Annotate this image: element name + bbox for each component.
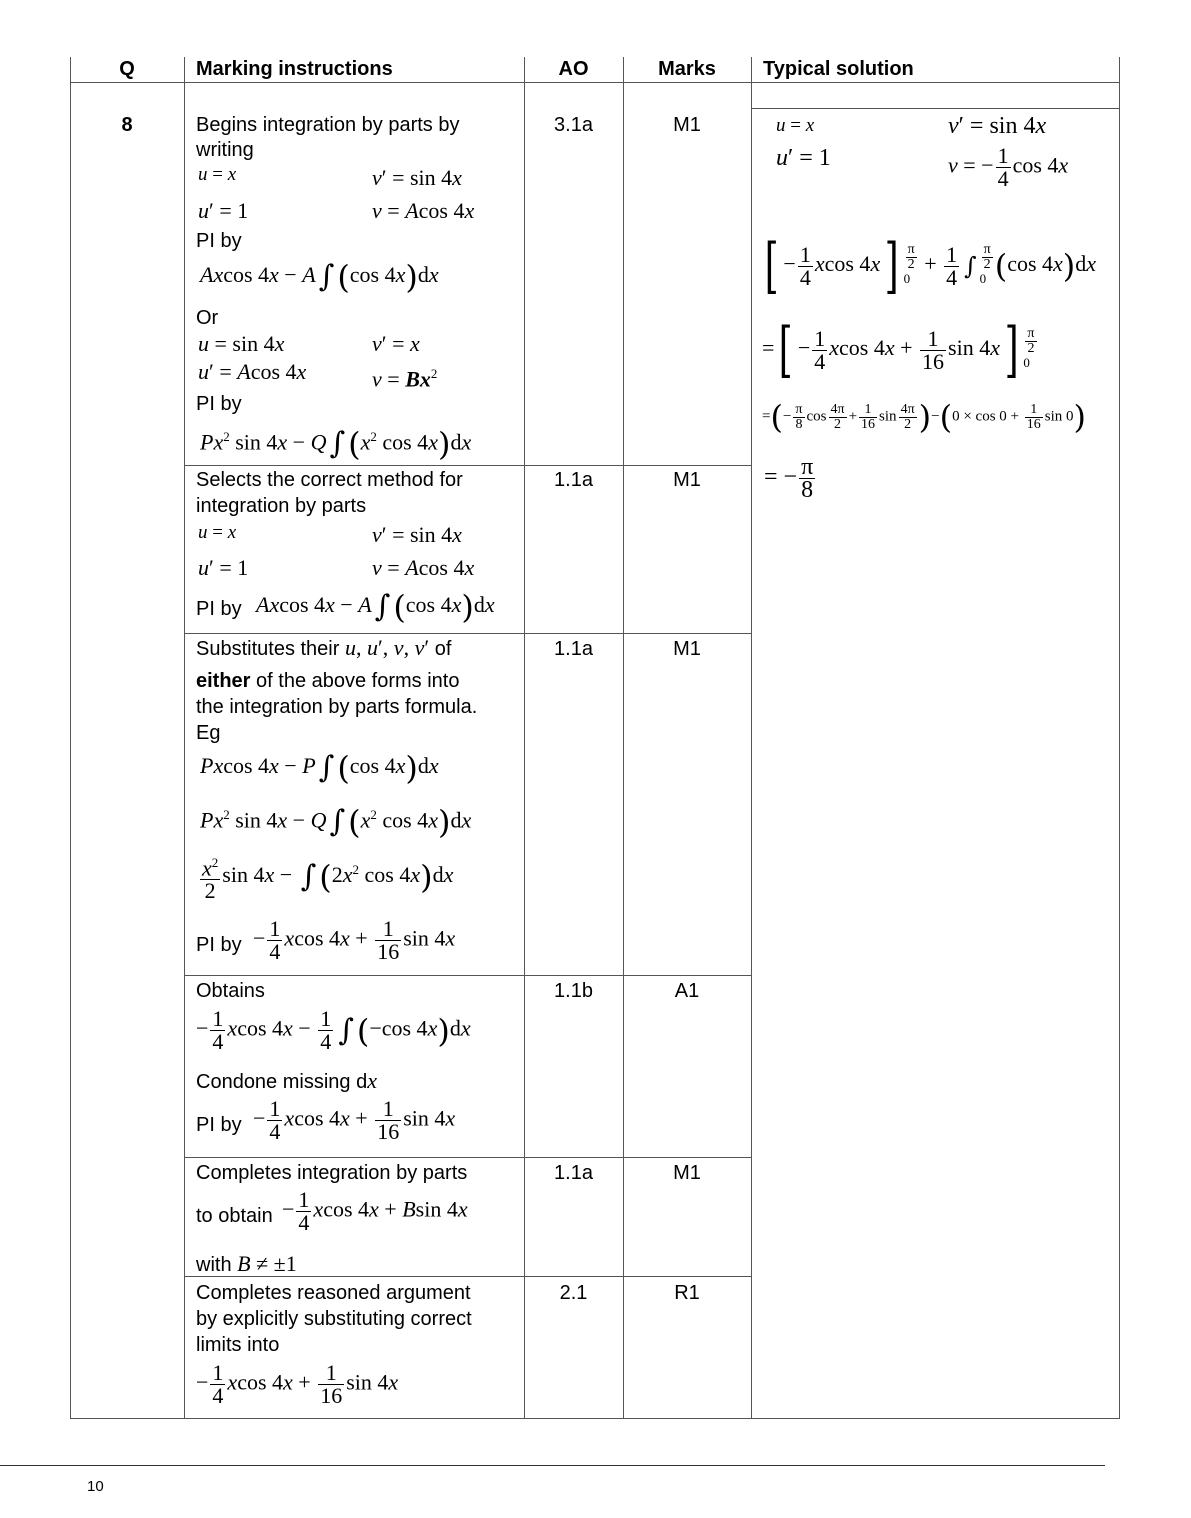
row3-mark: M1 — [673, 638, 701, 660]
row1-math-uprime-alt: u′ = Acos 4x — [198, 359, 307, 384]
row5-math-expression: − $\frac{1}{4}$ xcos 4x + Bsin 4x — [282, 1187, 468, 1235]
row3-text-above-forms: of the above forms into — [250, 670, 460, 692]
solution-spacer-line — [751, 108, 1120, 109]
row3-text-line1 — [196, 636, 451, 662]
row5-text-with — [196, 1252, 297, 1278]
row-divider — [184, 975, 752, 976]
row2-mark: M1 — [673, 469, 701, 491]
row1-mark: M1 — [673, 114, 701, 136]
row6-text-line3: limits into — [196, 1334, 280, 1356]
column-divider-marks — [751, 57, 752, 1419]
row2-math-uprime: u′ = 1 — [198, 555, 249, 580]
table-bottom-line — [70, 1418, 1120, 1419]
row1-math-uprime: u′ = 1 — [198, 198, 249, 223]
row4-mark: A1 — [674, 980, 700, 1002]
row-divider — [184, 633, 752, 634]
header-q: Q — [119, 58, 135, 80]
row2-math-pi-expression: Axcos 4x − A ∫(cos 4x)dx — [256, 588, 495, 626]
row4-pi-label: PI by — [196, 1114, 242, 1136]
row4-math-obtained-expression: − $\frac{1}{4}$ xcos 4x − $\frac{1}{4}$ ∫(−cos 4x)dx — [196, 1006, 471, 1054]
column-divider-instructions — [524, 57, 525, 1419]
row4-math-x: x — [367, 1068, 377, 1093]
row1-text-line1: Begins integration by parts by — [196, 114, 460, 136]
row5-ao: 1.1a — [554, 1162, 593, 1184]
solution-math-final-answer: = − $\frac{\pi}{8}$ — [764, 454, 814, 503]
row1-math-u: u = x — [198, 164, 237, 185]
row6-text-line1: Completes reasoned argument — [196, 1282, 471, 1304]
row1-math-vprime: v′ = sin 4x — [372, 165, 462, 190]
table-border-left — [70, 57, 71, 1419]
question-number: 8 — [121, 114, 133, 136]
row5-math-condition: B ≠ ±1 — [237, 1251, 297, 1276]
row3-text-either: either — [196, 670, 251, 692]
solution-math-step2: =[ − $\frac{1}{4}$ xcos 4x + $\frac{1}{16}$ sin 4x] π 2 0 — [762, 315, 1035, 385]
row1-text-line2: writing — [196, 139, 254, 161]
row-divider — [184, 465, 752, 466]
row4-text-obtains: Obtains — [196, 980, 265, 1002]
row1-pi-label: PI by — [196, 230, 242, 252]
row6-mark: R1 — [674, 1282, 700, 1304]
header-typical-solution: Typical solution — [763, 58, 914, 80]
row3-math-example-3: $\frac{x^2}{2}$ $\sin 4x - \int(2x^2$ cos 4x)dx — [198, 852, 453, 902]
row1-math-u-alt: u = sin 4x — [198, 331, 285, 356]
row3-math-pi-expression: − $\frac{1}{4}$ xcos 4x + $\frac{1}{16}$ sin 4x — [253, 916, 456, 964]
row6-text-line2: by explicitly substituting correct — [196, 1308, 472, 1330]
solution-math-u: u = x — [776, 115, 815, 136]
solution-math-step3: =(− $\frac{\pi}{8}$ cos $\frac{4\pi}{2}$ + $\frac{1}{16}$ sin $\frac{4\pi}{2}$ )−(0 × cos 0 + $\frac{1}{16}$ sin 0) — [762, 398, 1086, 436]
row2-text-line2: integration by parts — [196, 495, 367, 517]
row3-math-example-1: Pxcos 4x − P ∫(cos 4x)dx — [200, 749, 439, 787]
table-border-right — [1119, 57, 1120, 1419]
row2-text-line1: Selects the correct method for — [196, 469, 463, 491]
row3-text-eg: Eg — [196, 722, 221, 744]
column-divider-q — [184, 57, 185, 1419]
row5-text-line1: Completes integration by parts — [196, 1162, 468, 1184]
row4-math-pi-expression: − $\frac{1}{4}$ xcos 4x + $\frac{1}{16}$ sin 4x — [253, 1096, 456, 1144]
row3-text-substitutes: Substitutes their — [196, 638, 340, 660]
row5-mark: M1 — [673, 1162, 701, 1184]
row1-ao: 3.1a — [554, 114, 593, 136]
row-divider — [184, 1157, 752, 1158]
row1-math-v: v = Acos 4x — [372, 198, 475, 223]
header-bottom-line — [70, 82, 1120, 83]
row3-text-line2 — [196, 668, 459, 694]
solution-math-uprime: u′ = 1 — [776, 145, 831, 171]
column-divider-ao — [623, 57, 624, 1419]
row5-text-with-label: with — [196, 1254, 232, 1276]
row1-math-pi-expression-2: Px$^2$ sin 4x − Q $\int(x^2$ cos 4x)dx — [200, 425, 472, 464]
row2-ao: 1.1a — [554, 469, 593, 491]
row2-math-u: u = x — [198, 522, 237, 543]
row3-math-example-2: Px$^2$ sin 4x − Q $\int(x^2$ cos 4x)dx — [200, 803, 472, 842]
header-marks: Marks — [658, 58, 716, 80]
row4-text-condone-label: Condone missing d — [196, 1071, 368, 1093]
row3-math-variables: u, u′, v, v′ — [344, 635, 430, 660]
row3-text-line3: the integration by parts formula. — [196, 696, 478, 718]
row5-text-to-obtain: to obtain — [196, 1205, 273, 1227]
solution-math-vprime: v′ = sin 4x — [948, 113, 1047, 139]
row1-pi-label-2: PI by — [196, 393, 242, 415]
row6-math-expression: − $\frac{1}{4}$ xcos 4x + $\frac{1}{16}$ sin 4x — [196, 1360, 399, 1408]
row4-text-condone — [196, 1069, 377, 1095]
row3-text-of: of — [434, 638, 452, 660]
footer-rule — [0, 1465, 1105, 1466]
solution-math-v: v = − $\frac{1}{4}$ cos 4x — [948, 143, 1069, 191]
row2-pi-label: PI by — [196, 598, 242, 620]
header-ao: AO — [558, 58, 589, 80]
row3-ao: 1.1a — [554, 638, 593, 660]
solution-math-step1: [ − $\frac{1}{4}$ xcos 4x] π 2 0 + $\frac{1}{4}$ ∫ π 2 0 (cos 4x)dx — [764, 231, 1097, 301]
header-marking-instructions: Marking instructions — [196, 58, 393, 80]
row2-math-vprime: v′ = sin 4x — [372, 522, 462, 547]
page-number: 10 — [87, 1478, 104, 1495]
row4-ao: 1.1b — [554, 980, 593, 1002]
row1-math-v-alt: $v = Bx^2$ — [372, 366, 438, 392]
row1-math-pi-expression: Axcos 4x − A ∫(cos 4x)dx — [200, 258, 439, 296]
row2-math-v: v = Acos 4x — [372, 555, 475, 580]
row1-or-label: Or — [196, 307, 219, 329]
row3-pi-label: PI by — [196, 934, 242, 956]
row1-math-vprime-alt: v′ = x — [372, 331, 420, 356]
row6-ao: 2.1 — [559, 1282, 588, 1304]
